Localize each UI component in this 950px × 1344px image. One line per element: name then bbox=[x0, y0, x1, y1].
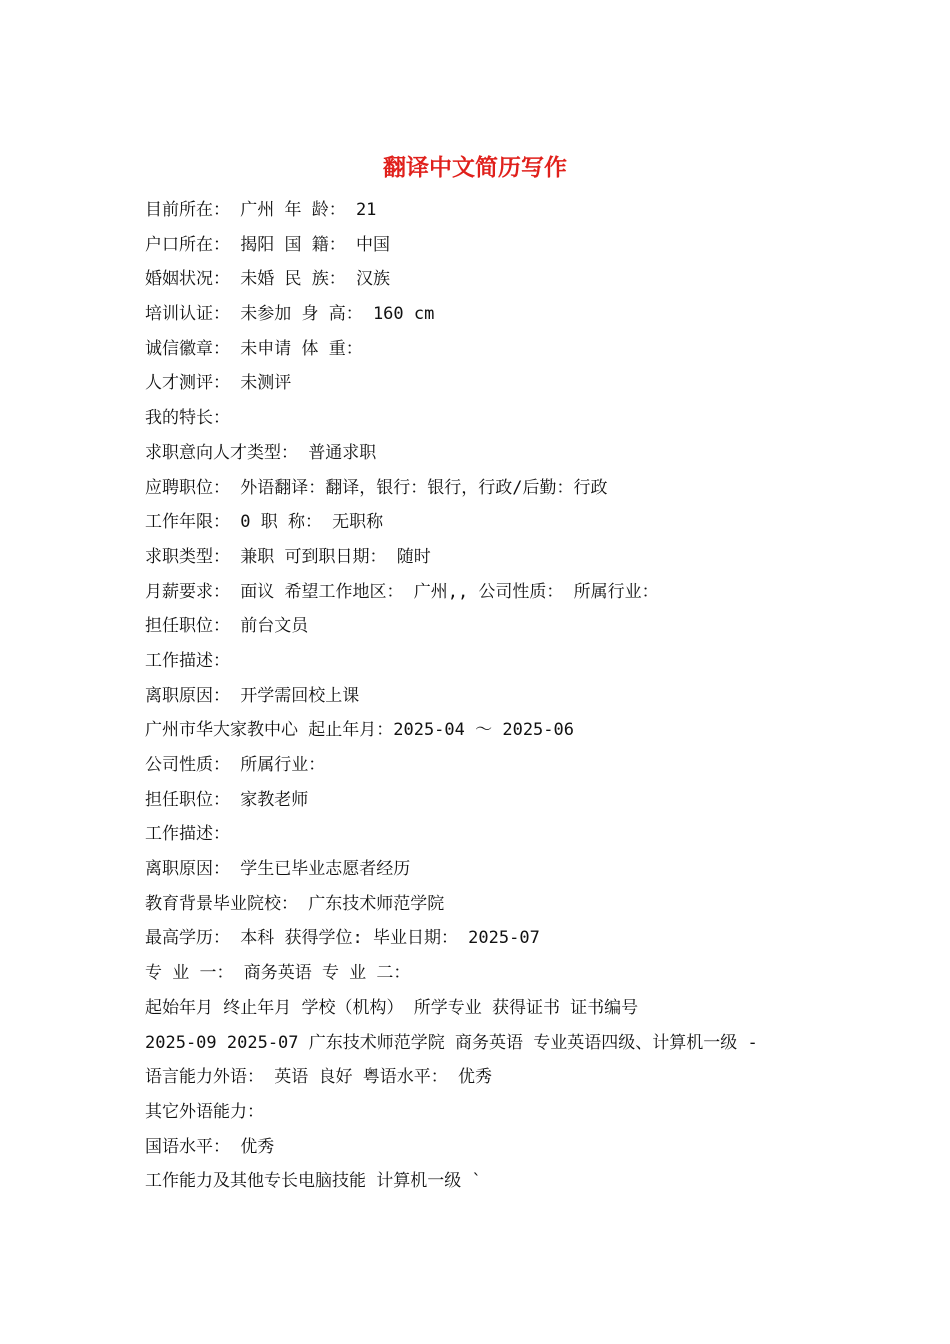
text-line: 婚姻状况： 未婚 民 族： 汉族 bbox=[145, 269, 390, 290]
text-line: 工作能力及其他专长电脑技能 计算机一级 ` bbox=[145, 1171, 482, 1192]
text-line: 目前所在： 广州 年 龄： 21 bbox=[145, 200, 377, 220]
text-line: 担任职位： 家教老师 bbox=[145, 789, 309, 810]
text-line: 最高学历： 本科 获得学位: 毕业日期： 2025-07 bbox=[145, 928, 540, 949]
text-line: 求职意向人才类型： 普通求职 bbox=[145, 442, 377, 463]
text-line: 专 业 一： 商务英语 专 业 二： bbox=[145, 963, 411, 984]
resume-body bbox=[145, 193, 925, 1199]
text-line: 工作描述： bbox=[145, 650, 230, 671]
text-line: 工作描述： bbox=[145, 824, 230, 845]
text-line: 户口所在： 揭阳 国 籍： 中国 bbox=[145, 234, 390, 255]
text-line: 公司性质： 所属行业： bbox=[145, 755, 326, 775]
text-line: 求职类型： 兼职 可到职日期： 随时 bbox=[145, 546, 431, 567]
text-line: 诚信徽章： 未申请 体 重： bbox=[145, 338, 363, 359]
document-title: 翻译中文简历写作 bbox=[383, 154, 567, 181]
text-line: 人才测评： 未测评 bbox=[145, 373, 292, 394]
text-line: 离职原因： 开学需回校上课 bbox=[145, 685, 360, 706]
text-line: 工作年限： 0 职 称： 无职称 bbox=[145, 512, 384, 533]
text-line: 离职原因： 学生已毕业志愿者经历 bbox=[145, 859, 411, 880]
text-line: 国语水平： 优秀 bbox=[145, 1136, 275, 1157]
text-line: 2025-09 2025-07 广东技术师范学院 商务英语 专业英语四级、计算机一级 - bbox=[145, 1032, 758, 1053]
text-line: 起始年月 终止年月 学校（机构） 所学专业 获得证书 证书编号 bbox=[145, 997, 639, 1018]
text-line: 其它外语能力： bbox=[145, 1101, 264, 1122]
text-line: 担任职位： 前台文员 bbox=[145, 616, 309, 637]
text-line: 应聘职位： 外语翻译：翻译，银行：银行，行政/后勤：行政 bbox=[145, 477, 608, 498]
text-line: 培训认证： 未参加 身 高： 160 cm bbox=[145, 304, 435, 325]
text-line: 语言能力外语： 英语 良好 粤语水平： 优秀 bbox=[145, 1067, 492, 1088]
text-line: 我的特长： bbox=[145, 408, 230, 429]
text-line: 月薪要求： 面议 希望工作地区： 广州,, 公司性质： 所属行业： bbox=[145, 581, 659, 602]
text-line: 广州市华大家教中心 起止年月：2025-04 ～ 2025-06 bbox=[145, 720, 574, 741]
text-line: 教育背景毕业院校： 广东技术师范学院 bbox=[145, 893, 445, 914]
